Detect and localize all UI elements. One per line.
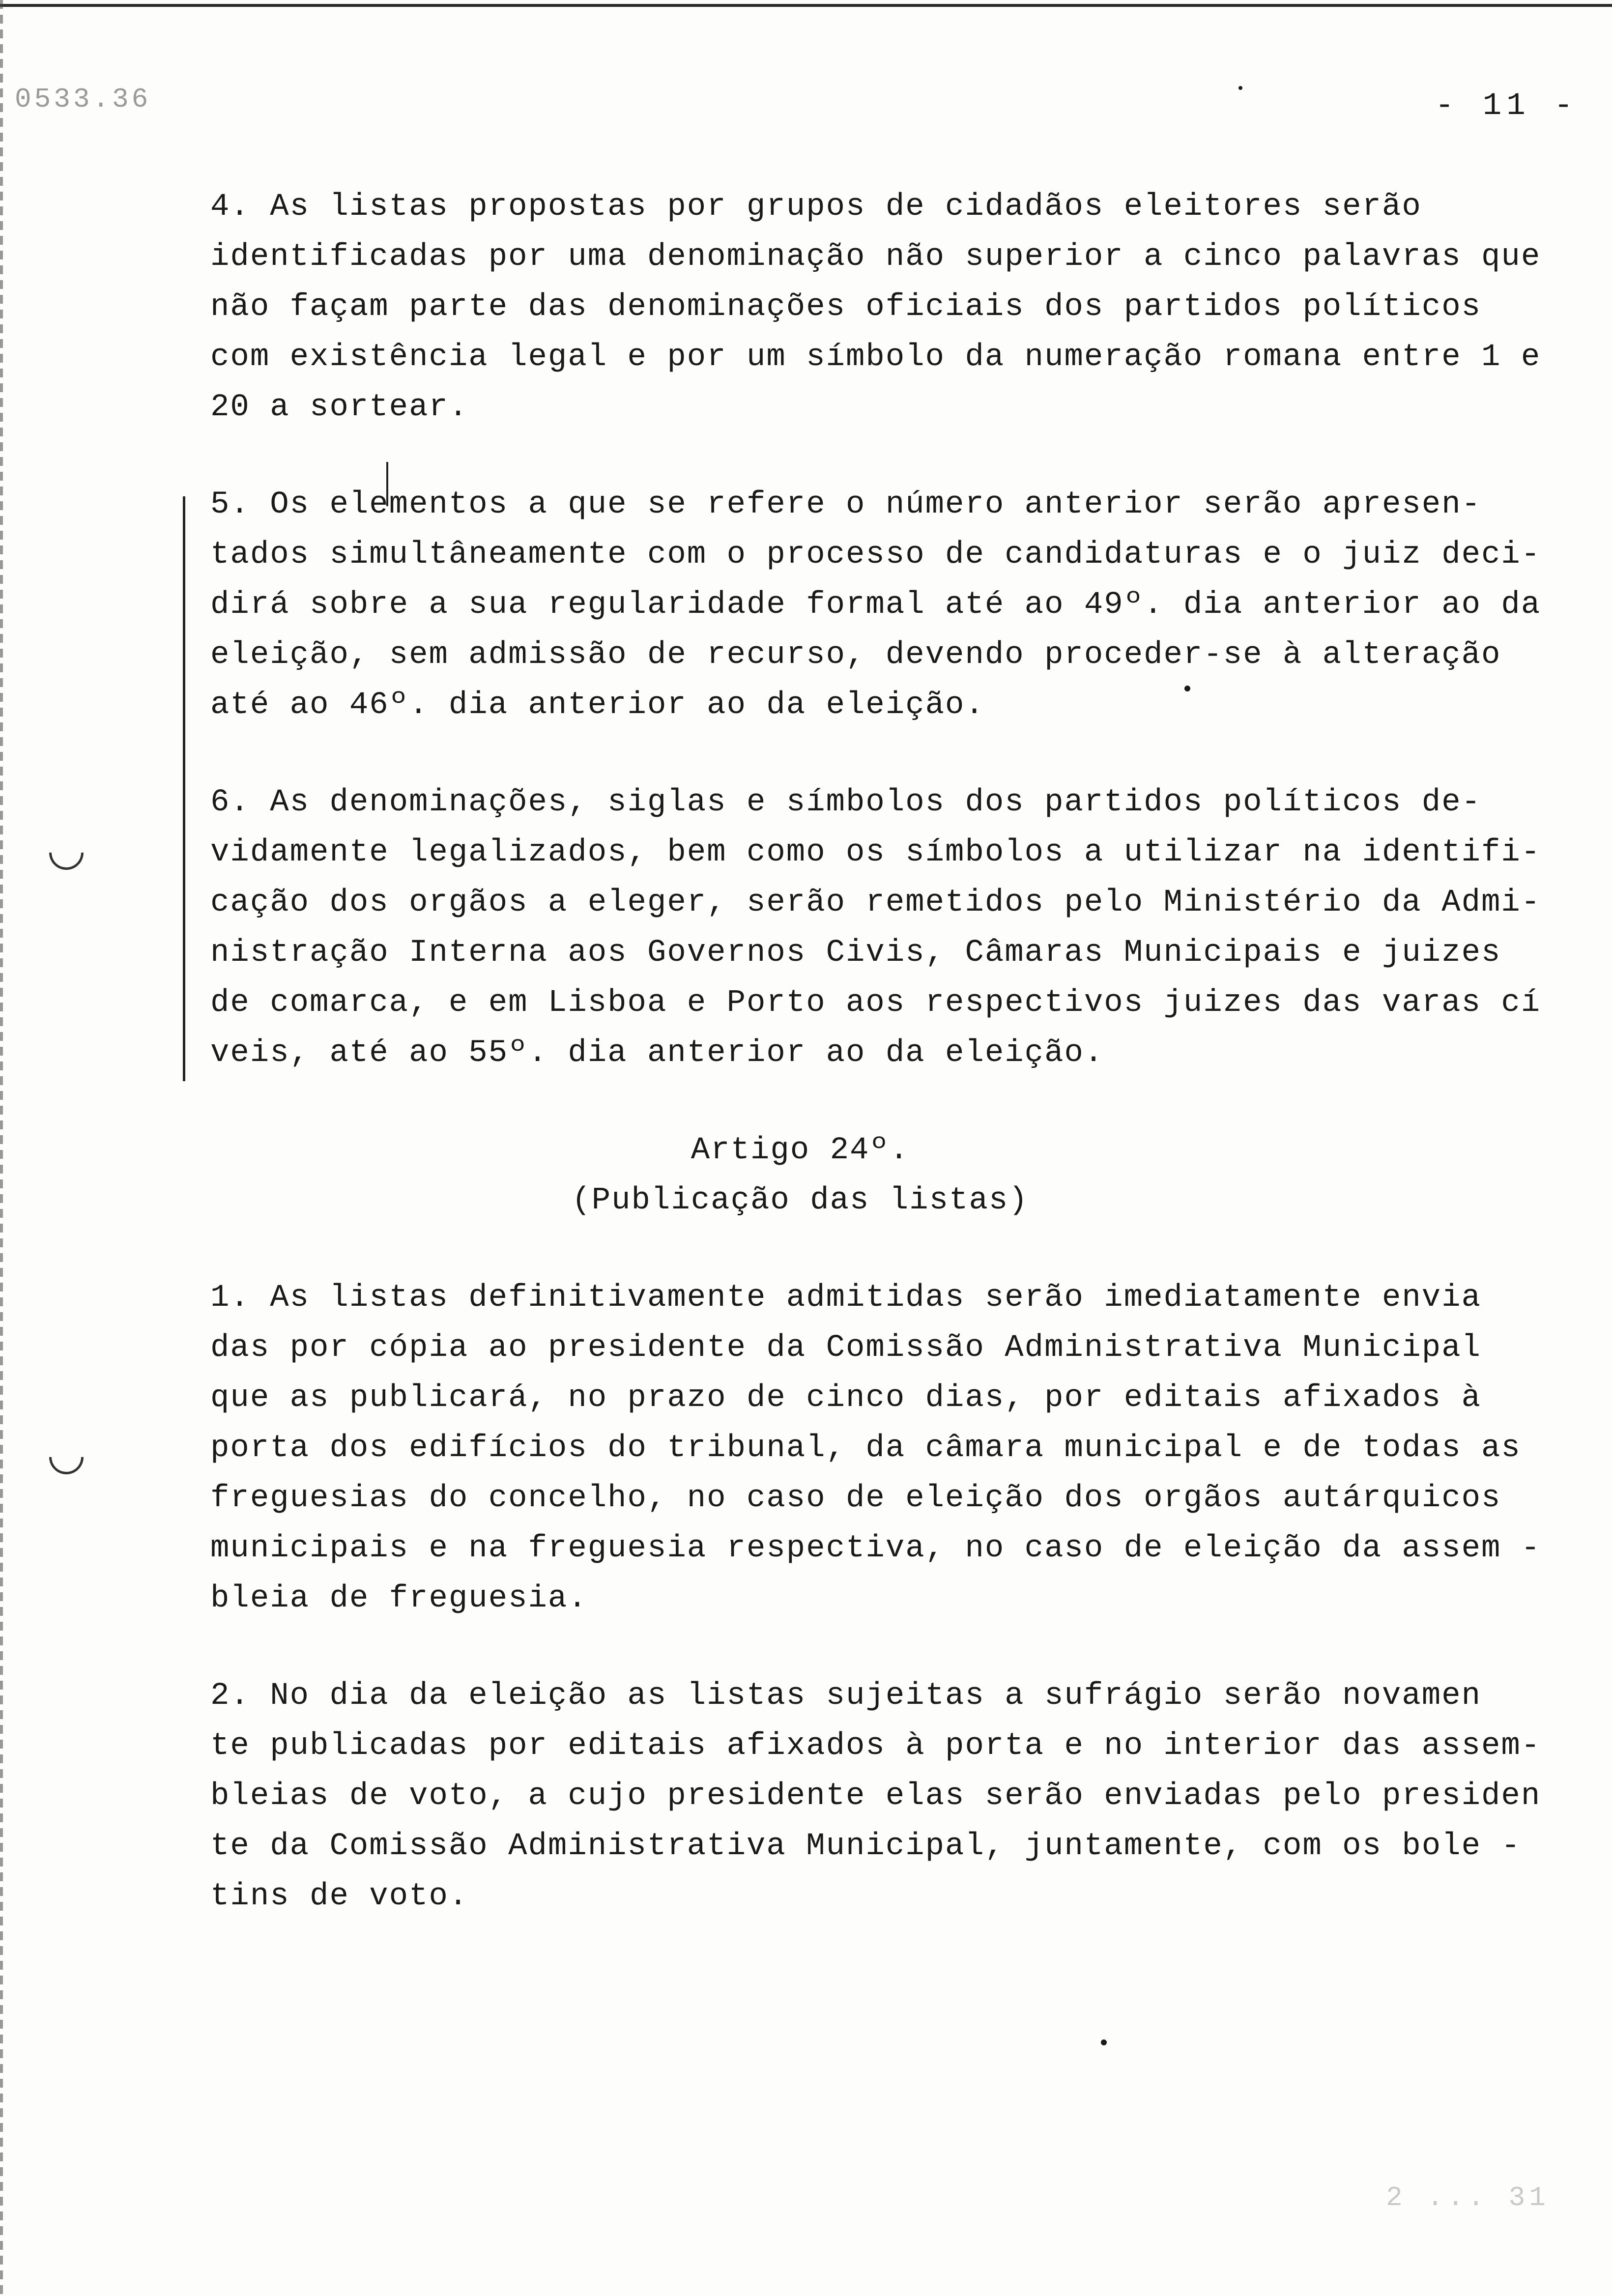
document-body: [210, 182, 1586, 1922]
binding-hole-mark-icon: [42, 1433, 91, 1482]
archive-stamp-top: 0533.36: [15, 84, 151, 115]
top-border-line: [0, 4, 1612, 7]
paragraph-4: 4. As listas propostas por grupos de cidadãos eleitores serão identificadas por uma denominação não superior a cinco palavras que não façam parte das denominações oficiais dos partidos políticos com existência legal e por um símbolo da numeração romana entre 1 e 20 a sortear.: [210, 189, 1541, 425]
article-paragraph-1: 1. As listas definitivamente admitidas serão imediatamente envia das por cópia ao presidente da Comissão Administrativa Municipal que as publicará, no prazo de cinco dias, por editais afixados à porta dos edifícios do tribunal, da câmara municipal e de todas as freguesias do concelho, no caso de eleição dos orgãos autárquicos municipais e na freguesia respectiva, no caso de eleição da assem - bleia de freguesia.: [210, 1280, 1541, 1616]
margin-annotation-bar: [183, 496, 185, 1081]
scan-edge-marks: [0, 0, 3, 2296]
paragraph-5: 5. Os elementos a que se refere o número anterior serão apresen- tados simultâneamente com o processo de candidaturas e o juiz deci- dirá sobre a sua regularidade formal até ao 49º. dia anterior ao da eleição, sem admissão de recurso, devendo proceder-se à alteração até ao 46º. dia anterior ao da eleição.: [210, 487, 1541, 723]
article-paragraph-2: 2. No dia da eleição as listas sujeitas a sufrágio serão novamen te publicadas por editais afixados à porta e no interior das assem- bleias de voto, a cujo presidente elas serão enviadas pelo presiden te da Comissão Administrativa Municipal, juntamente, com os bole - tins de voto.: [210, 1678, 1541, 1914]
article-title: Artigo 24º.: [691, 1133, 910, 1168]
article-subtitle: (Publicação das listas): [572, 1183, 1029, 1218]
paragraph-6: 6. As denominações, siglas e símbolos dos partidos políticos de- vidamente legalizados, bem como os símbolos a utilizar na identifi- cação dos orgãos a eleger, serão remetidos pelo Ministério da Admi- nistração Interna aos Governos Civis, Câmaras Municipais e juizes de comarca, e em Lisboa e Porto aos respectivos juizes das varas cí veis, até ao 55º. dia anterior ao da eleição.: [210, 785, 1541, 1071]
ink-speck: [1101, 2039, 1107, 2045]
binding-hole-mark-icon: [42, 829, 91, 877]
archive-stamp-bottom: 2 ... 31: [1386, 2182, 1550, 2213]
ink-speck: [1238, 86, 1242, 90]
page-number: - 11 -: [1435, 88, 1578, 124]
